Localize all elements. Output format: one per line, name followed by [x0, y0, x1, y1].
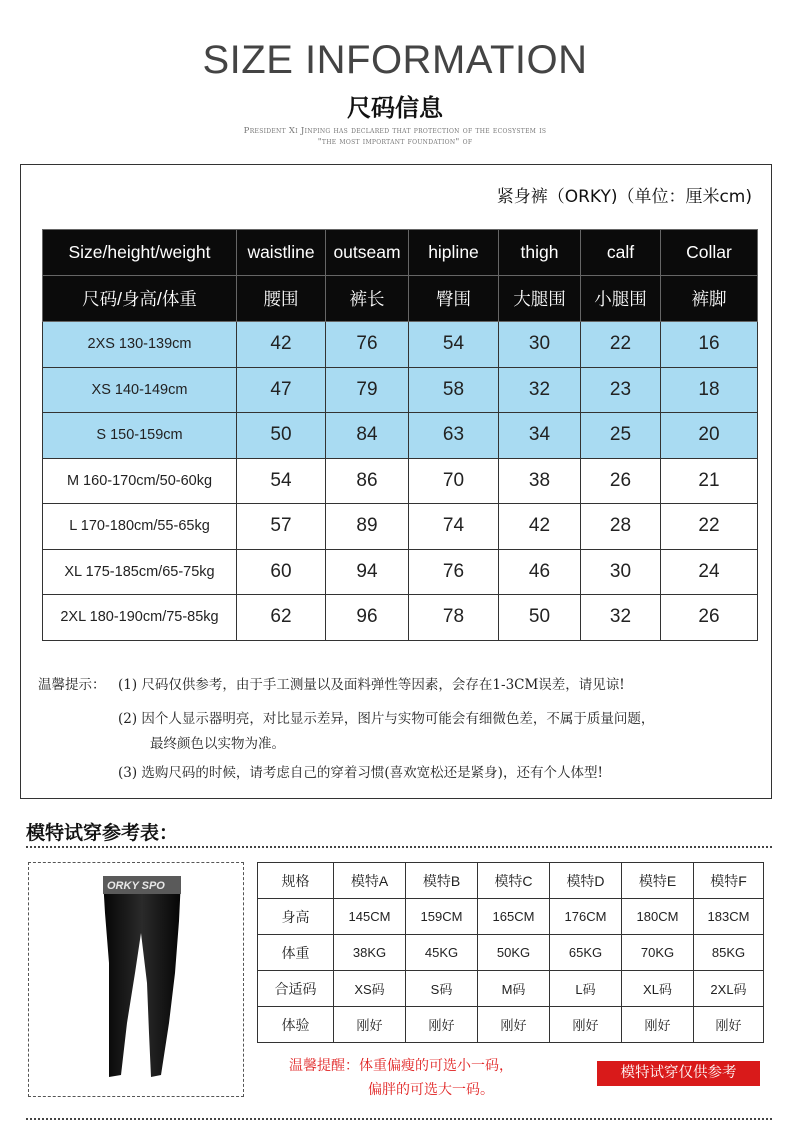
- model-cell: 38KG: [334, 935, 406, 971]
- fit-warning-line-2: 偏胖的可选大一码。: [368, 1082, 494, 1098]
- header-cell: Size/height/weight: [43, 230, 237, 276]
- tip-2-line-2: 最终颜色以实物为准。: [150, 736, 285, 752]
- model-row-label: 体验: [258, 1007, 334, 1043]
- collar-cell: 16: [661, 322, 758, 368]
- waist-cell: 50: [237, 413, 326, 459]
- waist-cell: 54: [237, 458, 326, 504]
- calf-cell: 23: [581, 367, 661, 413]
- size-cell: L 170-180cm/55-65kg: [43, 504, 237, 550]
- model-cell: 70KG: [622, 935, 694, 971]
- calf-cell: 26: [581, 458, 661, 504]
- outseam-cell: 76: [326, 322, 409, 368]
- model-cell: 159CM: [406, 899, 478, 935]
- thigh-cell: 50: [499, 595, 581, 641]
- size-row-s: [43, 413, 758, 459]
- outseam-cell: 84: [326, 413, 409, 459]
- hip-cell: 74: [409, 504, 499, 550]
- hip-cell: 76: [409, 549, 499, 595]
- model-row-label: 合适码: [258, 971, 334, 1007]
- waist-cell: 42: [237, 322, 326, 368]
- collar-cell: 18: [661, 367, 758, 413]
- page-title: SIZE INFORMATION: [202, 38, 588, 82]
- hip-cell: 78: [409, 595, 499, 641]
- collar-cell: 26: [661, 595, 758, 641]
- model-cell: 刚好: [694, 1007, 764, 1043]
- header-cell: 尺码/身高/体重: [43, 276, 237, 322]
- size-cell: XL 175-185cm/65-75kg: [43, 549, 237, 595]
- waist-cell: 57: [237, 504, 326, 550]
- size-cell: M 160-170cm/50-60kg: [43, 458, 237, 504]
- model-cell: 45KG: [406, 935, 478, 971]
- model-cell: L码: [550, 971, 622, 1007]
- size-table-header-cn: [43, 276, 758, 322]
- model-cell: XL码: [622, 971, 694, 1007]
- header-cell: 裤脚: [661, 276, 758, 322]
- size-row-xl: [43, 549, 758, 595]
- model-row-height: [258, 899, 764, 935]
- outseam-cell: 96: [326, 595, 409, 641]
- tip-1: (1) 尺码仅供参考，由于手工测量以及面料弹性等因素，会存在1-3CM误差，请见谅!: [118, 677, 625, 693]
- size-row-2xs: [43, 322, 758, 368]
- thigh-cell: 30: [499, 322, 581, 368]
- model-cell: 165CM: [478, 899, 550, 935]
- calf-cell: 28: [581, 504, 661, 550]
- dotted-divider: [26, 846, 772, 848]
- model-cell: 85KG: [694, 935, 764, 971]
- size-row-l: [43, 504, 758, 550]
- header-cell: 大腿围: [499, 276, 581, 322]
- thigh-cell: 38: [499, 458, 581, 504]
- waist-cell: 60: [237, 549, 326, 595]
- model-cell: 50KG: [478, 935, 550, 971]
- thigh-cell: 32: [499, 367, 581, 413]
- model-cell: 刚好: [550, 1007, 622, 1043]
- model-section-heading: 模特试穿参考表：: [26, 822, 179, 844]
- header-cell: calf: [581, 230, 661, 276]
- model-header-cell: 模特F: [694, 863, 764, 899]
- fit-warning-line-1: 温馨提醒：体重偏瘦的可选小一码，: [289, 1058, 513, 1074]
- size-table: [42, 229, 758, 641]
- size-cell: S 150-159cm: [43, 413, 237, 459]
- waistband-logo: ORKY SPO: [107, 880, 165, 892]
- collar-cell: 24: [661, 549, 758, 595]
- size-cell: XS 140-149cm: [43, 367, 237, 413]
- slogan-line-2: "the most important foundation" of: [317, 137, 473, 147]
- model-header-cell: 模特D: [550, 863, 622, 899]
- hip-cell: 58: [409, 367, 499, 413]
- reference-badge: 模特试穿仅供参考: [597, 1061, 760, 1086]
- tip-2-line-1: (2) 因个人显示器明亮，对比显示差异，图片与实物可能会有细微色差，不属于质量问题，: [118, 711, 655, 727]
- hip-cell: 63: [409, 413, 499, 459]
- size-row-m: [43, 458, 758, 504]
- hip-cell: 54: [409, 322, 499, 368]
- calf-cell: 30: [581, 549, 661, 595]
- waist-cell: 62: [237, 595, 326, 641]
- header-cell: 小腿围: [581, 276, 661, 322]
- model-cell: M码: [478, 971, 550, 1007]
- model-cell: XS码: [334, 971, 406, 1007]
- outseam-cell: 79: [326, 367, 409, 413]
- outseam-cell: 86: [326, 458, 409, 504]
- size-cell: 2XS 130-139cm: [43, 322, 237, 368]
- collar-cell: 21: [661, 458, 758, 504]
- waist-cell: 47: [237, 367, 326, 413]
- model-cell: 145CM: [334, 899, 406, 935]
- size-cell: 2XL 180-190cm/75-85kg: [43, 595, 237, 641]
- page-subtitle: 尺码信息: [347, 94, 443, 122]
- model-cell: 刚好: [478, 1007, 550, 1043]
- calf-cell: 32: [581, 595, 661, 641]
- model-row-label: 体重: [258, 935, 334, 971]
- model-row-experience: [258, 1007, 764, 1043]
- slogan-line-1: President Xi Jinping has declared that protection of the ecosystem is: [243, 126, 547, 136]
- outseam-cell: 94: [326, 549, 409, 595]
- header-cell: 臀围: [409, 276, 499, 322]
- size-row-2xl: [43, 595, 758, 641]
- model-cell: 刚好: [334, 1007, 406, 1043]
- size-table-header-en: [43, 230, 758, 276]
- thigh-cell: 46: [499, 549, 581, 595]
- model-row-fit-size: [258, 971, 764, 1007]
- hip-cell: 70: [409, 458, 499, 504]
- model-header-cell: 模特E: [622, 863, 694, 899]
- model-cell: 刚好: [406, 1007, 478, 1043]
- model-row-weight: [258, 935, 764, 971]
- header-cell: 裤长: [326, 276, 409, 322]
- unit-note: 紧身裤（ORKY)（单位：厘米cm): [496, 187, 752, 207]
- model-cell: 183CM: [694, 899, 764, 935]
- tips-label: 温馨提示：: [38, 677, 106, 693]
- model-header-cell: 模特A: [334, 863, 406, 899]
- header-cell: thigh: [499, 230, 581, 276]
- model-header-cell: 规格: [258, 863, 334, 899]
- collar-cell: 22: [661, 504, 758, 550]
- header-cell: hipline: [409, 230, 499, 276]
- model-cell: 刚好: [622, 1007, 694, 1043]
- header-cell: waistline: [237, 230, 326, 276]
- model-header-cell: 模特C: [478, 863, 550, 899]
- model-cell: 2XL码: [694, 971, 764, 1007]
- model-cell: 65KG: [550, 935, 622, 971]
- model-table-header: [258, 863, 764, 899]
- header-cell: outseam: [326, 230, 409, 276]
- model-cell: 176CM: [550, 899, 622, 935]
- model-header-cell: 模特B: [406, 863, 478, 899]
- thigh-cell: 34: [499, 413, 581, 459]
- leggings-illustration: [29, 863, 243, 1096]
- calf-cell: 22: [581, 322, 661, 368]
- header-cell: 腰围: [237, 276, 326, 322]
- model-row-label: 身高: [258, 899, 334, 935]
- model-cell: 180CM: [622, 899, 694, 935]
- thigh-cell: 42: [499, 504, 581, 550]
- product-photo: [28, 862, 244, 1097]
- header-cell: Collar: [661, 230, 758, 276]
- outseam-cell: 89: [326, 504, 409, 550]
- tip-3: (3) 选购尺码的时候，请考虑自己的穿着习惯(喜欢宽松还是紧身)，还有个人体型!: [118, 765, 603, 781]
- leggings-body: [103, 879, 181, 1077]
- model-table: [257, 862, 764, 1043]
- dotted-divider: [26, 1118, 772, 1120]
- size-row-xs: [43, 367, 758, 413]
- calf-cell: 25: [581, 413, 661, 459]
- model-cell: S码: [406, 971, 478, 1007]
- collar-cell: 20: [661, 413, 758, 459]
